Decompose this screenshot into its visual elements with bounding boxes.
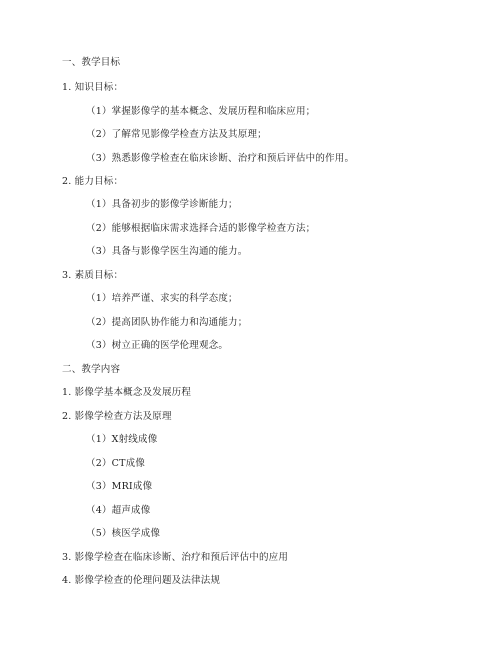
content-point: 4. 影像学检查的伦理问题及法律法规: [62, 575, 221, 586]
knowledge-item: （2）了解常见影像学检查方法及其原理；: [86, 129, 267, 140]
method-item: （5）核医学成像: [86, 528, 161, 539]
content-point: 1. 影像学基本概念及发展历程: [62, 387, 192, 398]
content-point: 2. 影像学检查方法及原理: [62, 411, 172, 422]
method-item: （3）MRI成像: [86, 481, 153, 492]
section-heading-teaching-objectives: 一、教学目标: [62, 57, 121, 68]
section-heading-teaching-content: 二、教学内容: [62, 364, 121, 375]
ability-item: （2）能够根据临床需求选择合适的影像学检查方法；: [86, 223, 316, 234]
quality-item: （1）培养严谨、求实的科学态度；: [86, 293, 238, 304]
knowledge-item: （3）熟悉影像学检查在临床诊断、治疗和预后评估中的作用。: [86, 153, 355, 164]
knowledge-item: （1）掌握影像学的基本概念、发展历程和临床应用；: [86, 106, 316, 117]
content-point: 3. 影像学检查在临床诊断、治疗和预后评估中的应用: [62, 552, 289, 563]
quality-item: （3）树立正确的医学伦理观念。: [86, 340, 229, 351]
method-item: （1）X射线成像: [86, 434, 158, 445]
quality-item: （2）提高团队协作能力和沟通能力；: [86, 317, 248, 328]
knowledge-objectives-heading: 1. 知识目标：: [62, 82, 124, 93]
method-item: （4）超声成像: [86, 505, 151, 516]
quality-objectives-heading: 3. 素质目标：: [62, 270, 124, 281]
ability-objectives-heading: 2. 能力目标：: [62, 176, 124, 187]
method-item: （2）CT成像: [86, 458, 146, 469]
ability-item: （3）具备与影像学医生沟通的能力。: [86, 246, 248, 257]
ability-item: （1）具备初步的影像学诊断能力；: [86, 199, 238, 210]
